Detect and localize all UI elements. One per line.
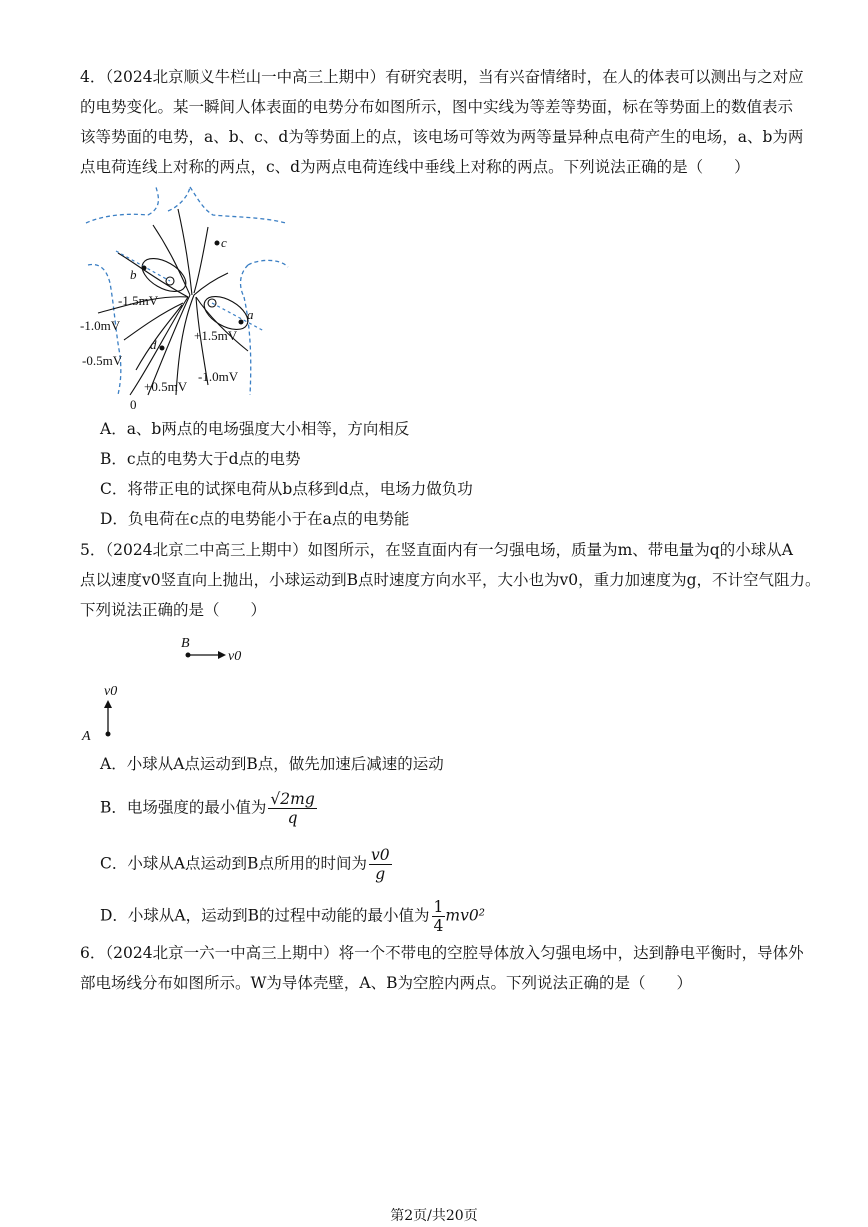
q5-option-c-numerator: v0	[370, 846, 390, 864]
label-minus-0.5mv: -0.5mV	[82, 353, 123, 368]
q4-stem-line-1: 有研究表明，当有兴奋情绪时，在人的体表可以测出与之对应	[385, 68, 804, 86]
label-A: A	[82, 729, 91, 744]
arrow-up-icon	[104, 700, 112, 708]
q6-stem-line-2: 部电场线分布如图所示。W为导体壳壁，A、B为空腔内两点。下列说法正确的是（ ）	[80, 974, 693, 992]
question-5-stem	[80, 535, 821, 625]
q4-stem-line-4: 点电荷连线上对称的两点，c、d为两点电荷连线中垂线上对称的两点。下列说法正确的是（ ）	[80, 158, 750, 176]
point-b	[142, 266, 147, 271]
q5-option-b-numerator: √2mg	[270, 790, 315, 808]
q4-stem-line-2: 的电势变化。某一瞬间人体表面的电势分布如图所示，图中实线为等差等势面，标在等势面上的数值表示	[80, 98, 794, 116]
label-plus-0.5mv: +0.5mV	[144, 379, 188, 394]
q4-option-d: D．负电荷在c点的电势能小于在a点的电势能	[100, 510, 410, 528]
q6-stem-line-1: 将一个不带电的空腔导体放入匀强电场中，达到静电平衡时，导体外	[338, 944, 804, 962]
label-minus-1.0mv-left: -1.0mV	[80, 318, 121, 333]
q5-number: 5．	[80, 541, 106, 559]
q4-number: 4．	[80, 68, 106, 86]
q5-option-c-fraction	[369, 846, 392, 883]
label-d: d	[150, 337, 157, 352]
label-v0-horizontal: v0	[228, 649, 242, 664]
q5-option-d	[100, 898, 485, 935]
question-6-stem	[80, 938, 804, 998]
label-c: c	[221, 235, 227, 250]
point-d	[160, 346, 165, 351]
point-a	[239, 320, 244, 325]
q4-source: （2024北京顺义牛栏山一中高三上期中）	[105, 68, 386, 86]
q5-option-b	[100, 790, 317, 827]
question-4-stem	[80, 62, 804, 182]
q4-stem-line-3: 该等势面的电势，a、b、c、d为等势面上的点，该电场可等效为两等量异种点电荷产生的电场，a、b为两	[80, 128, 804, 146]
q5-option-d-expression: mv0²	[445, 906, 485, 925]
label-b: b	[130, 267, 137, 282]
q6-number: 6．	[80, 944, 106, 962]
q5-option-d-fraction	[432, 898, 446, 935]
q4-option-b: B．c点的电势大于d点的电势	[100, 450, 301, 468]
page-footer: 第2页/共20页	[390, 1208, 478, 1224]
q5-option-d-text: D．小球从A，运动到B的过程中动能的最小值为	[100, 906, 430, 925]
label-a: a	[247, 307, 254, 322]
q5-option-c-denominator: g	[375, 865, 386, 883]
label-minus-1.0mv-right: -1.0mV	[198, 369, 239, 384]
label-zero: 0	[130, 397, 137, 412]
label-plus-1.5mv: +1.5mV	[194, 328, 238, 343]
q5-option-c-text: C．小球从A点运动到B点所用的时间为	[100, 854, 367, 873]
label-v0-vertical: v0	[104, 684, 118, 699]
q5-stem-line-2: 点以速度v0竖直向上抛出，小球运动到B点时速度方向水平，大小也为v0，重力加速度为g，不计空气阻力。	[80, 571, 821, 589]
q4-option-c: C．将带正电的试探电荷从b点移到d点，电场力做负功	[100, 480, 473, 498]
equipotential-figure	[78, 185, 293, 413]
q5-option-b-text: B．电场强度的最小值为	[100, 798, 267, 817]
q5-option-d-denominator: 4	[433, 917, 444, 935]
q5-option-d-numerator: 1	[433, 898, 444, 916]
q5-stem-line-1: 如图所示，在竖直面内有一匀强电场，质量为m、带电量为q的小球从A	[307, 541, 793, 559]
q5-stem-line-3: 下列说法正确的是（ ）	[80, 601, 267, 619]
q6-source: （2024北京一六一中高三上期中）	[105, 944, 339, 962]
q4-option-a: A．a、b两点的电场强度大小相等，方向相反	[100, 420, 410, 438]
motion-figure	[80, 630, 260, 745]
q5-option-a: A．小球从A点运动到B点，做先加速后减速的运动	[100, 755, 444, 773]
q5-option-c	[100, 846, 392, 883]
label-minus-1.5mv: -1.5mV	[118, 293, 159, 308]
arrow-right-icon	[218, 651, 226, 659]
point-c	[215, 241, 220, 246]
q5-source: （2024北京二中高三上期中）	[105, 541, 308, 559]
q5-option-b-denominator: q	[287, 809, 298, 827]
label-B: B	[181, 636, 190, 651]
q5-option-b-fraction	[268, 790, 316, 827]
